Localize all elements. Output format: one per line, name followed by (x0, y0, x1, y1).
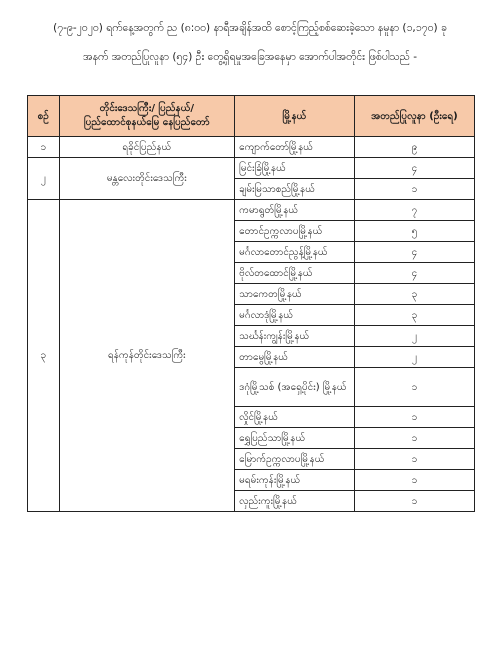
row-township: သာကေတမြို့နယ် (235, 284, 355, 305)
header-no: စဉ် (28, 96, 60, 137)
row-township: တာမွေမြို့နယ် (235, 347, 355, 368)
row-no: ၃ (28, 200, 60, 512)
row-count: ၄ (354, 263, 474, 284)
row-count: ၂ (354, 347, 474, 368)
row-count: ၁ (354, 407, 474, 428)
row-region: ရခိုင်ပြည်နယ် (59, 137, 235, 158)
header-township: မြို့နယ် (235, 96, 355, 137)
intro-text (8, 22, 492, 64)
row-township: ဒဂုံမြို့သစ် (အရှေ့ပိုင်း) မြို့နယ် (235, 368, 355, 407)
row-township: ဗိုလ်တထောင်မြို့နယ် (235, 263, 355, 284)
row-township: မင်္ဂလာတောင်ညွန့်မြို့နယ် (235, 242, 355, 263)
table-row (28, 200, 475, 221)
header-region-line-2: ပြည်ထောင်စုနယ်မြေ နေပြည်တော် (83, 117, 210, 128)
row-township: ကမာရွတ်မြို့နယ် (235, 200, 355, 221)
row-count: ၄ (354, 158, 474, 179)
row-township: မရမ်းကုန်းမြို့နယ် (235, 470, 355, 491)
row-count: ၁ (354, 368, 474, 407)
header-region (59, 96, 235, 137)
row-township: ကျောက်တော်မြို့နယ် (235, 137, 355, 158)
row-count: ၇ (354, 200, 474, 221)
row-township: လှိုင်မြို့နယ် (235, 407, 355, 428)
row-township: မင်္ဂလာဒုံမြို့နယ် (235, 305, 355, 326)
header-row (28, 96, 475, 137)
intro-line-2: အနက် အတည်ပြုလူနာ (၅၄) ဦး တွေ့ရှိရမှုအခြေအနေမှာ အောက်ပါအတိုင်း ဖြစ်ပါသည် - (82, 51, 418, 63)
row-region: ရန်ကုန်တိုင်းဒေသကြီး (59, 200, 235, 512)
header-region-line-1: တိုင်းဒေသကြီး/ ပြည်နယ်/ (99, 103, 195, 114)
row-township: လှည်းကူးမြို့နယ် (235, 491, 355, 512)
intro-line-1: (၇-၉-၂၀၂၀) ရက်နေ့အတွက် ည (၈:၀၀) နာရီအချိန်အထိ စောင့်ကြည့်စစ်ဆေးခဲ့သော နမူနာ (၁,၁၇၀) ခု (53, 22, 447, 34)
row-count: ၁ (354, 491, 474, 512)
table-row (28, 158, 475, 179)
row-count: ၁ (354, 470, 474, 491)
table-header (28, 96, 475, 137)
row-count: ၉ (354, 137, 474, 158)
row-township: တောင်ဥက္ကလာပမြို့နယ် (235, 221, 355, 242)
row-township: မြောက်ဥက္ကလာပမြို့နယ် (235, 449, 355, 470)
row-no: ၂ (28, 158, 60, 200)
table-row (28, 137, 475, 158)
header-count: အတည်ပြုလူနာ (ဦးရေ) (354, 96, 474, 137)
cases-table (27, 95, 475, 512)
row-count: ၁ (354, 428, 474, 449)
row-count: ၃ (354, 305, 474, 326)
row-count: ၃ (354, 284, 474, 305)
row-no: ၁ (28, 137, 60, 158)
row-count: ၁ (354, 449, 474, 470)
row-region: မန္တလေးတိုင်းဒေသကြီး (59, 158, 235, 200)
row-count: ၁ (354, 179, 474, 200)
row-township: မြင်းခြံမြို့နယ် (235, 158, 355, 179)
row-township: ချမ်းမြသာစည်မြို့နယ် (235, 179, 355, 200)
row-count: ၂ (354, 326, 474, 347)
row-count: ၅ (354, 221, 474, 242)
row-township: ရွှေပြည်သာမြို့နယ် (235, 428, 355, 449)
table-body (28, 137, 475, 512)
row-township: သင်္ဃန်းကျွန်းမြို့နယ် (235, 326, 355, 347)
row-count: ၄ (354, 242, 474, 263)
